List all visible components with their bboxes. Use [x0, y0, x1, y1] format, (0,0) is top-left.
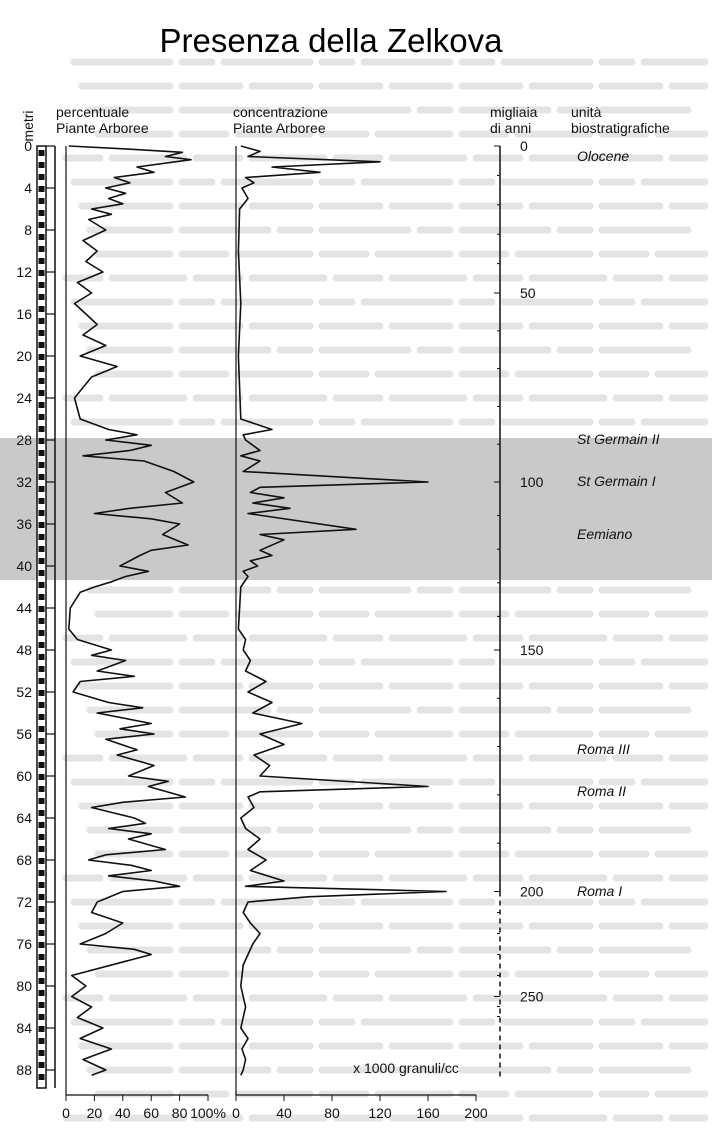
age-tick-label: 0: [520, 138, 528, 154]
page-title: Presenza della Zelkova: [159, 22, 503, 59]
unit-label: Eemiano: [577, 525, 633, 542]
conc-header-line1: concentrazione: [233, 104, 328, 120]
lithology-segment: [39, 1074, 45, 1080]
unit-label: St Germain II: [577, 431, 660, 447]
lithology-segment: [39, 150, 45, 156]
lithology-segment: [39, 678, 45, 684]
lithology-segment: [39, 618, 45, 624]
conc-curve: [238, 146, 446, 1075]
lithology-segment: [39, 870, 45, 876]
age-header-line1: migliaia: [490, 104, 538, 120]
depth-tick-label: 48: [16, 642, 32, 658]
depth-tick-label: 68: [16, 852, 32, 868]
depth-tick-label: 52: [16, 684, 32, 700]
unit-label: Roma III: [577, 740, 630, 757]
conc-x-tick-label: 80: [324, 1105, 340, 1121]
lithology-segment: [39, 1002, 45, 1008]
lithology-segment: [39, 1038, 45, 1044]
percent-x-tick-label: 20: [86, 1105, 103, 1121]
age-tick-label: 250: [520, 988, 544, 1005]
lithology-segment: [39, 990, 45, 996]
units-header-line2: biostratigrafiche: [571, 120, 670, 136]
age-tick-label: 150: [520, 642, 544, 658]
lithology-segment: [39, 666, 45, 672]
conc-x-tick-label: 160: [416, 1105, 440, 1121]
lithology-segment: [39, 198, 45, 204]
lithology-segment: [39, 822, 45, 828]
lithology-segment: [39, 462, 45, 468]
conc-x-tick-label: 120: [368, 1105, 392, 1121]
lithology-segment: [39, 762, 45, 768]
lithology-segment: [39, 774, 45, 780]
lithology-segment: [39, 162, 45, 168]
depth-tick-label: 44: [16, 600, 32, 616]
lithology-segment: [39, 426, 45, 432]
lithology-segment: [39, 210, 45, 216]
percent-header-line1: percentuale: [56, 104, 130, 120]
percent-curve: [69, 146, 194, 1075]
lithology-segment: [39, 1026, 45, 1032]
lithology-segment: [39, 318, 45, 324]
depth-tick-label: 80: [16, 978, 32, 994]
depth-tick-label: 24: [16, 390, 32, 406]
percent-x-tick-label: 80: [171, 1105, 188, 1121]
lithology-segment: [39, 522, 45, 528]
unit-label: Roma I: [577, 882, 623, 899]
lithology-segment: [39, 594, 45, 600]
lithology-segment: [39, 306, 45, 312]
lithology-segment: [39, 954, 45, 960]
lithology-segment: [39, 702, 45, 708]
lithology-segment: [39, 798, 45, 804]
lithology-segment: [39, 834, 45, 840]
unit-label: Roma II: [577, 782, 627, 799]
percent-x-tick-label: 0: [62, 1105, 70, 1121]
conc-unit-label: x 1000 granuli/cc: [353, 1060, 459, 1076]
lithology-segment: [39, 558, 45, 564]
lithology-segment: [39, 390, 45, 396]
lithology-segment: [39, 810, 45, 816]
lithology-segment: [39, 882, 45, 888]
lithology-segment: [39, 894, 45, 900]
lithology-segment: [39, 510, 45, 516]
lithology-segment: [39, 378, 45, 384]
lithology-segment: [39, 918, 45, 924]
lithology-segment: [39, 498, 45, 504]
conc-x-tick-label: 0: [232, 1105, 240, 1121]
lithology-segment: [39, 1014, 45, 1020]
depth-tick-label: 76: [16, 936, 32, 952]
depth-tick-label: 0: [24, 138, 32, 154]
lithology-segment: [39, 858, 45, 864]
lithology-segment: [39, 606, 45, 612]
lithology-segment: [39, 186, 45, 192]
lithology-segment: [39, 246, 45, 252]
lithology-segment: [39, 438, 45, 444]
lithology-segment: [39, 966, 45, 972]
lithology-segment: [39, 174, 45, 180]
unit-label: Olocene: [577, 147, 630, 164]
lithology-segment: [39, 942, 45, 948]
lithology-segment: [39, 354, 45, 360]
depth-tick-label: 56: [16, 726, 32, 742]
depth-axis-label: metri: [20, 110, 36, 142]
age-header-line2: di anni: [490, 120, 532, 136]
lithology-segment: [39, 342, 45, 348]
depth-tick-label: 28: [16, 432, 32, 448]
depth-tick-label: 8: [24, 222, 32, 238]
lithology-segment: [39, 270, 45, 276]
unit-label: St Germain I: [577, 473, 656, 489]
depth-tick-label: 88: [16, 1062, 32, 1078]
lithology-segment: [39, 474, 45, 480]
age-tick-label: 50: [520, 285, 536, 301]
lithology-segment: [39, 714, 45, 720]
percent-header-line2: Piante Arboree: [56, 120, 149, 136]
depth-tick-label: 60: [16, 768, 32, 784]
depth-tick-label: 36: [16, 516, 32, 532]
lithology-segment: [39, 234, 45, 240]
lithology-segment: [39, 546, 45, 552]
depth-tick-label: 40: [16, 558, 32, 574]
lithology-segment: [39, 582, 45, 588]
depth-tick-label: 4: [24, 180, 32, 196]
lithology-segment: [39, 786, 45, 792]
conc-x-tick-label: 40: [276, 1105, 292, 1121]
lithology-segment: [39, 906, 45, 912]
lithology-segment: [39, 726, 45, 732]
depth-tick-label: 16: [16, 306, 32, 322]
lithology-segment: [39, 1050, 45, 1056]
lithology-segment: [39, 690, 45, 696]
conc-x-tick-label: 200: [464, 1105, 488, 1121]
age-tick-label: 100: [520, 474, 544, 490]
lithology-segment: [39, 654, 45, 660]
lithology-segment: [39, 738, 45, 744]
percent-x-tick-label: 100%: [190, 1105, 226, 1121]
depth-tick-label: 64: [16, 810, 32, 826]
age-tick-label: 200: [520, 883, 544, 900]
lithology-segment: [39, 534, 45, 540]
percent-x-tick-label: 40: [115, 1105, 131, 1121]
lithology-segment: [39, 402, 45, 408]
lithology-segment: [39, 630, 45, 636]
lithology-segment: [39, 450, 45, 456]
conc-header-line2: Piante Arboree: [233, 120, 326, 136]
units-header-line1: unità: [571, 104, 602, 120]
lithology-segment: [39, 1062, 45, 1068]
lithology-segment: [39, 258, 45, 264]
depth-tick-label: 12: [16, 264, 32, 280]
lithology-segment: [39, 330, 45, 336]
percent-x-tick-label: 60: [143, 1105, 159, 1121]
depth-tick-label: 72: [16, 894, 32, 910]
lithology-segment: [39, 846, 45, 852]
depth-tick-label: 84: [16, 1020, 32, 1036]
lithology-segment: [39, 486, 45, 492]
lithology-segment: [39, 414, 45, 420]
lithology-segment: [39, 366, 45, 372]
lithology-segment: [39, 930, 45, 936]
lithology-segment: [39, 642, 45, 648]
depth-tick-label: 20: [16, 348, 32, 364]
lithology-segment: [39, 978, 45, 984]
lithology-segment: [39, 282, 45, 288]
lithology-segment: [39, 222, 45, 228]
lithology-segment: [39, 294, 45, 300]
depth-tick-label: 32: [16, 474, 32, 490]
lithology-segment: [39, 570, 45, 576]
lithology-segment: [39, 750, 45, 756]
